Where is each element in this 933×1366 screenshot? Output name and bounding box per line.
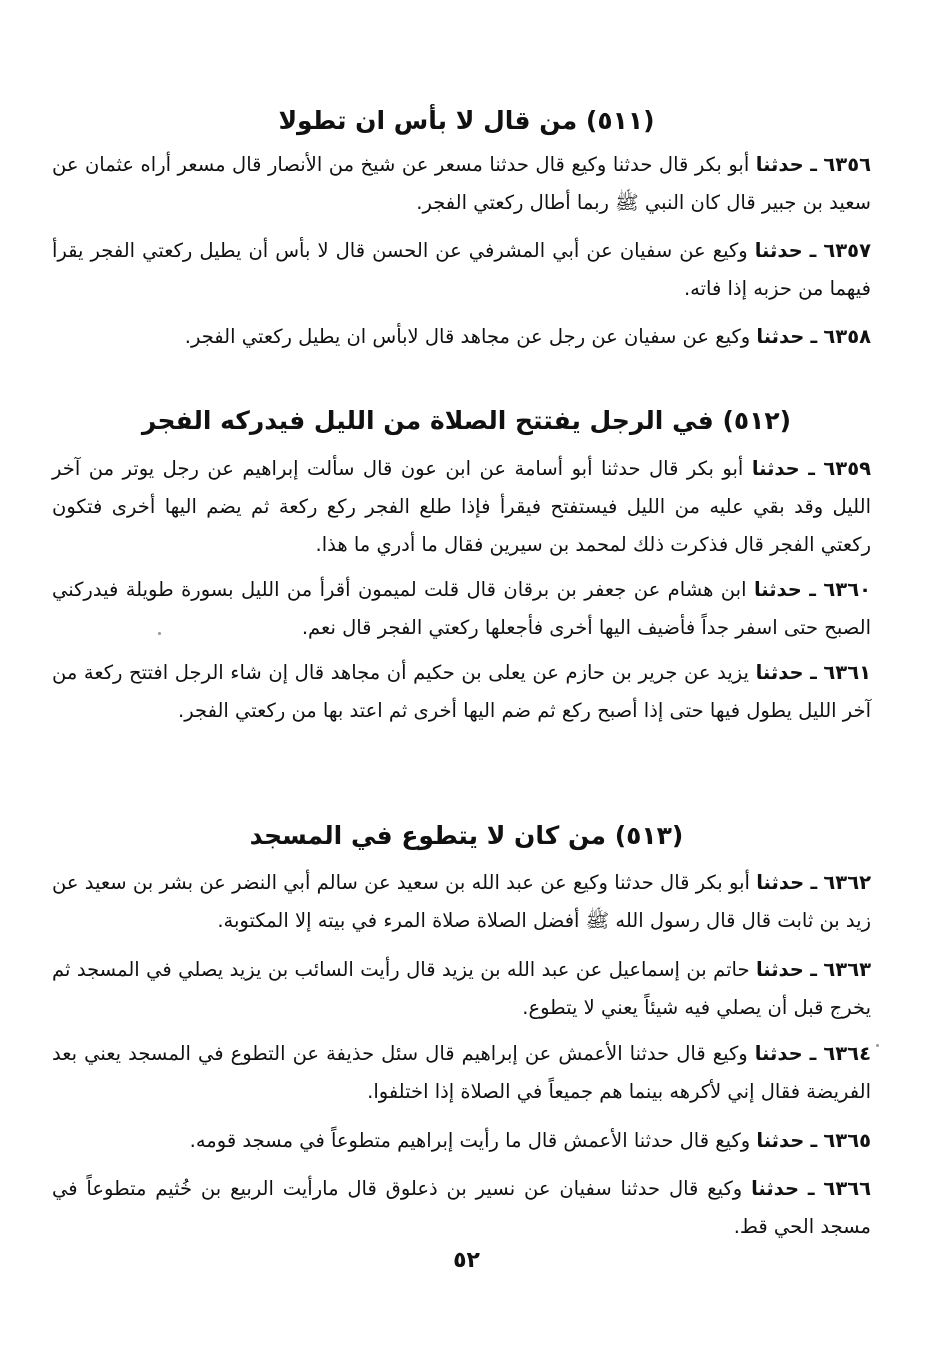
hadith-lead: حدثنا (756, 871, 805, 894)
dash-separator: ـ (809, 239, 817, 262)
hadith-lead: حدثنا (756, 1129, 805, 1152)
hadith-number: ٦٣٦٦ (823, 1177, 872, 1200)
hadith-number: ٦٣٥٧ (823, 239, 871, 262)
hadith-number: ٦٣٦٥ (823, 1129, 871, 1152)
hadith-text: أبو بكر قال حدثنا وكيع عن عبد الله بن سعيد عن سالم أبي النضر عن بشر بن سعيد عن زيد بن ثابت قال قال رسول الله ﷺ أفضل الصلاة صلاة المرء في بيته إلا المكتوبة. (52, 871, 871, 932)
hadith-6357 (52, 232, 871, 308)
section-heading-512: (٥١٢) في الرجل يفتتح الصلاة من الليل فيدركه الفجر (141, 406, 792, 435)
hadith-text: وكيع قال حدثنا الأعمش قال ما رأيت إبراهيم متطوعاً في مسجد قومه. (189, 1129, 751, 1152)
hadith-text: أبو بكر قال حدثنا أبو أسامة عن ابن عون قال سألت إبراهيم عن رجل يوتر من آخر الليل وقد بقي عليه من الليل فيستفتح فيقرأ فإذا طلع الفجر ركع ركعة ثم يضم اليها أخرى فتكون ركعتي الفجر قال فذكرت ذلك لمحمد بن سيرين فقال ما أدري ما هذا. (52, 457, 871, 556)
hadith-text: وكيع عن سفيان عن أبي المشرفي عن الحسن قال لا بأس أن يطيل ركعتي الفجر يقرأ فيهما من حزبه إذا فاته. (52, 239, 871, 300)
dash-separator: ـ (810, 661, 817, 684)
dash-separator: ـ (810, 871, 818, 894)
hadith-lead: حدثنا (753, 578, 802, 601)
dash-separator: ـ (807, 1177, 815, 1200)
hadith-text: أبو بكر قال حدثنا وكيع قال حدثنا مسعر عن شيخ من الأنصار قال مسعر أراه عثمان عن سعيد بن جبير قال كان النبي ﷺ ربما أطال ركعتي الفجر. (52, 153, 871, 214)
hadith-lead: حدثنا (755, 661, 804, 684)
hadith-text: وكيع عن سفيان عن رجل عن مجاهد قال لابأس ان يطيل ركعتي الفجر. (184, 325, 751, 348)
scan-speck (158, 632, 161, 635)
section-heading-513: (٥١٣) من كان لا يتطوع في المسجد (249, 821, 684, 850)
hadith-text: وكيع قال حدثنا سفيان عن نسير بن ذعلوق قال مارأيت الربيع بن خُثيم متطوعاً في مسجد الحي قط. (52, 1177, 871, 1238)
dash-separator: ـ (810, 1129, 818, 1152)
dash-separator: ـ (810, 325, 818, 348)
hadith-number: ٦٣٦٤ (823, 1042, 871, 1065)
section-heading-511: (٥١١) من قال لا بأس ان تطولا (278, 106, 655, 135)
hadith-text: ابن هشام عن جعفر بن برقان قال قلت لميمون أقرأ من الليل بسورة طويلة فيدركني الصبح حتى اسفر جداً فأضيف اليها أخرى فأجعلها ركعتي الفجر قال نعم. (52, 578, 871, 639)
hadith-text: يزيد عن جرير بن حازم عن يعلى بن حكيم أن مجاهد قال إن شاء الرجل افتتح ركعة من آخر الليل يطول فيها حتى إذا أصبح ركع ثم ضم اليها أخرى ثم اعتد بها من ركعتي الفجر. (52, 661, 871, 722)
hadith-number: ٦٣٦١ (823, 661, 872, 684)
hadith-number: ٦٣٦٠ (823, 578, 872, 601)
hadith-6363 (52, 951, 871, 1027)
hadith-6356 (52, 146, 871, 222)
dash-separator: ـ (810, 153, 817, 176)
dash-separator: ـ (810, 958, 817, 981)
hadith-text: وكيع قال حدثنا الأعمش عن إبراهيم قال سئل حذيفة عن التطوع في المسجد يعني بعد الفريضة فقال إني لأكرهه بينما هم جميعاً في الصلاة إذا اختلفوا. (52, 1042, 871, 1103)
dash-separator: ـ (809, 578, 816, 601)
hadith-lead: حدثنا (751, 1177, 799, 1200)
hadith-6365 (52, 1122, 871, 1160)
hadith-lead: حدثنا (751, 457, 800, 480)
hadith-lead: حدثنا (754, 1042, 803, 1065)
hadith-number: ٦٣٦٢ (823, 871, 872, 894)
dash-separator: ـ (808, 457, 815, 480)
hadith-6361 (52, 654, 871, 730)
scan-speck (876, 1044, 879, 1047)
hadith-lead: حدثنا (755, 958, 804, 981)
hadith-number: ٦٣٥٩ (823, 457, 872, 480)
hadith-6362 (52, 864, 871, 940)
hadith-number: ٦٣٥٨ (823, 325, 871, 348)
hadith-6360 (52, 571, 871, 647)
hadith-lead: حدثنا (756, 325, 805, 348)
hadith-6364 (52, 1035, 871, 1111)
hadith-number: ٦٣٦٣ (823, 958, 872, 981)
page-number: ٥٢ (453, 1248, 480, 1273)
hadith-6366 (52, 1170, 871, 1246)
hadith-6359 (52, 450, 871, 564)
hadith-text: حاتم بن إسماعيل عن عبد الله بن يزيد قال رأيت السائب بن يزيد يصلي في المسجد ثم يخرج قبل أن يصلي فيه شيئاً يعني لا يتطوع. (52, 958, 871, 1019)
hadith-6358 (52, 318, 871, 356)
hadith-number: ٦٣٥٦ (823, 153, 871, 176)
hadith-lead: حدثنا (754, 239, 803, 262)
hadith-lead: حدثنا (755, 153, 804, 176)
dash-separator: ـ (809, 1042, 817, 1065)
